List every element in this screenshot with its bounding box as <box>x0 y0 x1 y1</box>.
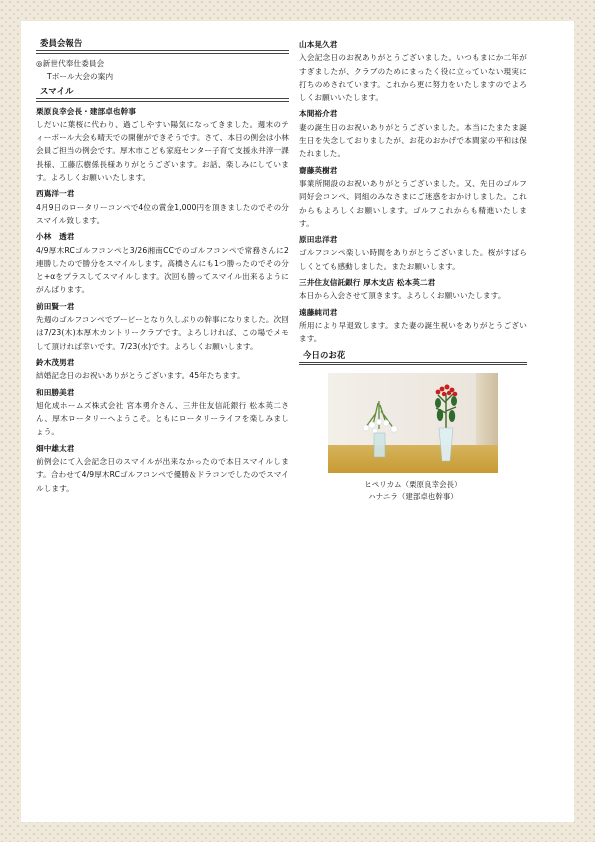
entry-name: 遠藤純司君 <box>299 307 338 317</box>
entry-message: 事業所開設のお祝いありがとうございました。又、先日のゴルフ同好会コンペ、同組のみなさまにご迷惑をおかけしました。これからもよろしくお願いします。ゴルフこれからも精進いたします。 <box>299 178 527 228</box>
smile-entry <box>299 276 527 303</box>
left-column <box>36 37 289 498</box>
entry-message: 妻の誕生日のお祝いありがとうございました。本当にたまたま誕生日を失念しておりましたが、お花のおかげで本間家の平和は保たれました。 <box>299 122 527 159</box>
entry-name: 前田賢一君 <box>36 301 75 311</box>
section-divider <box>36 50 289 54</box>
smile-entry <box>36 442 289 495</box>
flower-caption: ヒペリカム（栗原良幸会長） <box>364 480 462 490</box>
committee-line: ◎新世代奉仕委員会 <box>36 58 105 68</box>
entry-message: 本日から入会させて頂きます。よろしくお願いいたします。 <box>299 291 506 301</box>
smile-entry <box>36 187 289 227</box>
right-column <box>299 37 527 503</box>
entry-name: 栗原良幸会長・建部卓也幹事 <box>36 106 137 116</box>
committee-line: Tボール大会の案内 <box>47 71 114 81</box>
smile-entry <box>299 233 527 273</box>
entry-name: 山本晃久君 <box>299 40 338 49</box>
entry-name: 本間裕介君 <box>299 109 338 119</box>
entry-message: 入会記念日のお祝ありがとうございました。いつもまにか二年がすぎましたが、クラブのためにまったく役に立っていない現実に打ちのめされています。これから更に努力をいたしますのでよろしくお願いいたします。 <box>299 53 527 103</box>
entry-message: 4月9日のロータリーコンペで4位の賞金1,000円を頂きましたのでその分スマイル致します。 <box>36 202 289 225</box>
entry-message: 4/9厚木RCゴルフコンペと3/26湘南CCでのゴルフコンペで常務さんに2連勝したので勝分をスマイルします。高橋さんにも1つ勝ったのでその分と+αをプラスしてスマイルします。次回も勝ってスマイル出来るようにがんばります。 <box>36 245 289 295</box>
smile-entry <box>299 164 527 230</box>
entry-name: 小林 透君 <box>36 232 75 242</box>
entry-message: 結婚記念日のお祝いありがとうございます。45年たちます。 <box>36 371 245 381</box>
section-divider <box>299 362 527 366</box>
smile-entry <box>36 356 289 383</box>
entry-name: 三井住友信託銀行 厚木支店 松本英二君 <box>299 278 436 288</box>
smile-entry <box>299 306 527 346</box>
entry-message: 先週のゴルフコンペでブービーとなり久しぶりの幹事になりました。次回は7/23(木)本厚木カントリークラブです。よろしければ、この場でメモして頂ければ幸いです。7/23(水)です。よろしくお願いします。 <box>36 315 289 351</box>
smile-entry <box>36 105 289 185</box>
todays-flowers-heading: 今日のお花 <box>303 349 346 360</box>
smile-entry <box>36 300 289 353</box>
flower-caption: ハナニラ（建部卓也幹事） <box>368 492 458 502</box>
entry-message: 所用により早退致します。また妻の誕生祝いをありがとうございます。 <box>299 320 527 344</box>
entry-message: しだいに葉桜に代わり、過ごしやすい陽気になってきました。週末のティーボール大会も晴天での開催ができそうです。さて、本日の例会は小林会員ご担当の例会です。厚木市こども家庭センター子育て支援永井淳一課長様、工藤広樹係長様ありがとうございます。お話、楽しみにしています。よろしくお願いいたします。 <box>36 119 289 183</box>
entry-message: 旭化成ホームズ株式会社 宮本勇介さん、三井住友信託銀行 松本英二さん、厚木ロータリーへようこそ。ともにロータリーライフを楽しみましょう。 <box>36 400 289 437</box>
smile-entry <box>36 386 289 439</box>
entry-name: 畑中雄太君 <box>36 443 75 453</box>
smile-heading: スマイル <box>40 86 74 97</box>
flower-arrangement-illustration <box>328 373 498 473</box>
entry-name: 鈴木茂男君 <box>36 357 75 367</box>
flower-photo <box>328 373 498 473</box>
entry-name: 原田忠洋君 <box>299 235 338 245</box>
committee-report-heading: 委員会報告 <box>40 38 83 48</box>
entry-message: ゴルフコンペ楽しい時間をありがとうございました。桜がすばらしくとても感動しました。またお願いします。 <box>299 248 527 271</box>
section-divider <box>36 98 289 102</box>
page <box>21 21 574 822</box>
entry-name: 齋藤英樹君 <box>299 165 338 175</box>
smile-entry <box>299 38 527 104</box>
entry-name: 西嶌洋一君 <box>36 189 75 199</box>
entry-message: 前例会にて入会記念日のスマイルが出来なかったので本日スマイルします。合わせて4/9厚木RCゴルフコンペで優勝＆ドラコンでしたのでスマイルします。 <box>36 457 289 493</box>
entry-name: 和田勝美君 <box>36 387 75 397</box>
smile-entry <box>36 230 289 296</box>
smile-entry <box>299 107 527 160</box>
